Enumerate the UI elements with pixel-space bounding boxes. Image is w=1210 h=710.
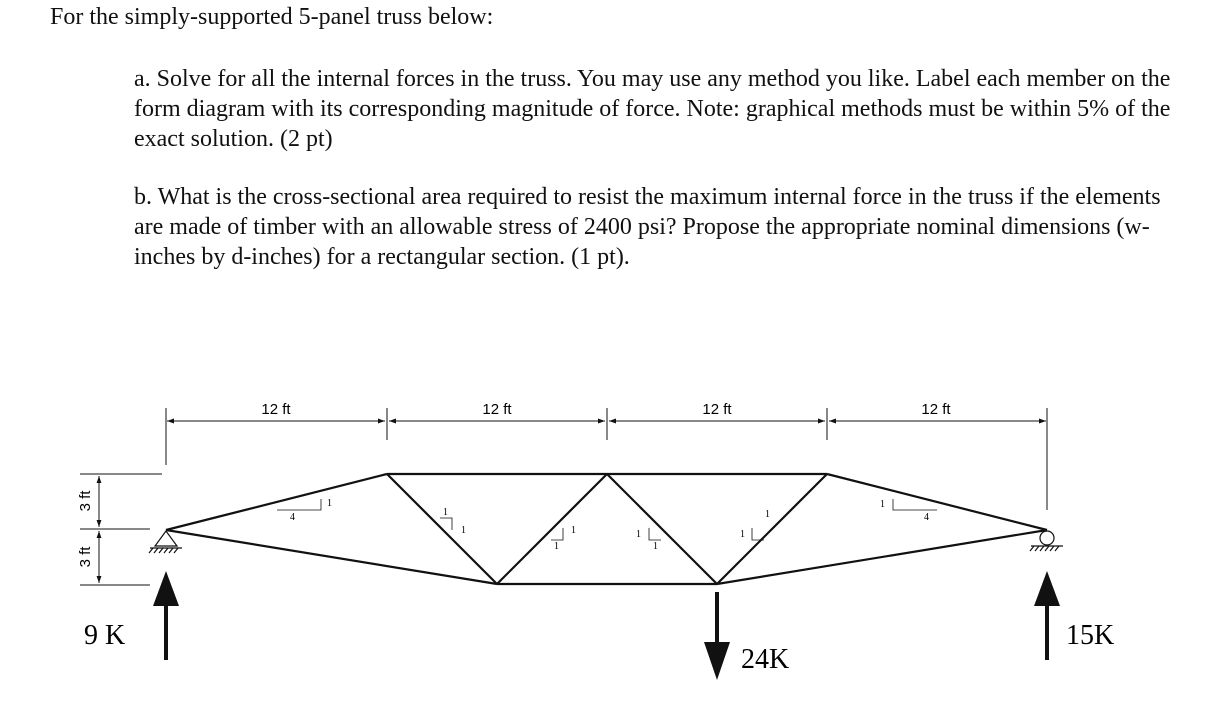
slope-diag-4-v: 1 [765, 509, 770, 520]
slope-left-run: 4 [290, 512, 295, 523]
part-b-text: b. What is the cross-sectional area required to resist the maximum internal force in the truss if the elements are made of timber with an allowable stress of 2400 psi? Propose the appropriate nominal dimensions (w-inches by d-inches) for a rectangular section. (1 pt). [134, 184, 1161, 270]
right-reaction-arrow [1034, 571, 1060, 660]
horizontal-dimensions [166, 408, 1047, 510]
top-chord-right [827, 474, 1047, 530]
slope-diag-2-h: 1 [554, 541, 559, 552]
slope-diag-1-h: 1 [443, 507, 448, 518]
panel-dim-label-2: 12 ft [482, 401, 512, 418]
slope-right-rise: 1 [880, 499, 885, 510]
diagonal-3 [607, 474, 717, 584]
roller-support [1030, 531, 1063, 551]
slope-diag-2-v: 1 [571, 525, 576, 536]
diagonal-2 [497, 474, 607, 584]
problem-intro: For the simply-supported 5-panel truss below: [50, 4, 494, 30]
panel-dim-label-4: 12 ft [921, 401, 951, 418]
top-chord-left [166, 474, 387, 530]
slope-right-run: 4 [924, 512, 929, 523]
bottom-chord-right [717, 530, 1047, 584]
slope-diag-4-h: 1 [740, 529, 745, 540]
slope-diag-1-v: 1 [461, 525, 466, 536]
slope-left-rise: 1 [327, 498, 332, 509]
panel-dim-label-1: 12 ft [261, 401, 291, 418]
slope-diag-3-v: 1 [653, 541, 658, 552]
truss-members [166, 474, 1047, 584]
diagonal-4 [717, 474, 827, 584]
panel-dim-label-3: 12 ft [702, 401, 732, 418]
vertical-dim-label-2: 3 ft [77, 546, 94, 568]
diagonal-1 [387, 474, 497, 584]
point-load-arrow [704, 592, 730, 680]
point-load-label: 24K [741, 644, 790, 675]
part-a-text: a. Solve for all the internal forces in the truss. You may use any method you like. Label each member on the form diagram with its corresponding magnitude of force. Note: graphical methods must be within 5% of the exact solution. (2 pt) [134, 66, 1171, 152]
left-reaction-label: 9 K [84, 620, 126, 651]
slope-triangle-diag-2 [551, 528, 563, 540]
left-reaction-arrow [153, 571, 179, 660]
right-reaction-label: 15K [1066, 620, 1115, 651]
slope-triangle-diag-3 [649, 528, 661, 540]
slope-diag-3-h: 1 [636, 529, 641, 540]
bottom-chord-left [166, 530, 497, 584]
vertical-dim-label-1: 3 ft [77, 490, 94, 512]
pin-support [149, 531, 182, 553]
slope-indicators [277, 499, 937, 540]
